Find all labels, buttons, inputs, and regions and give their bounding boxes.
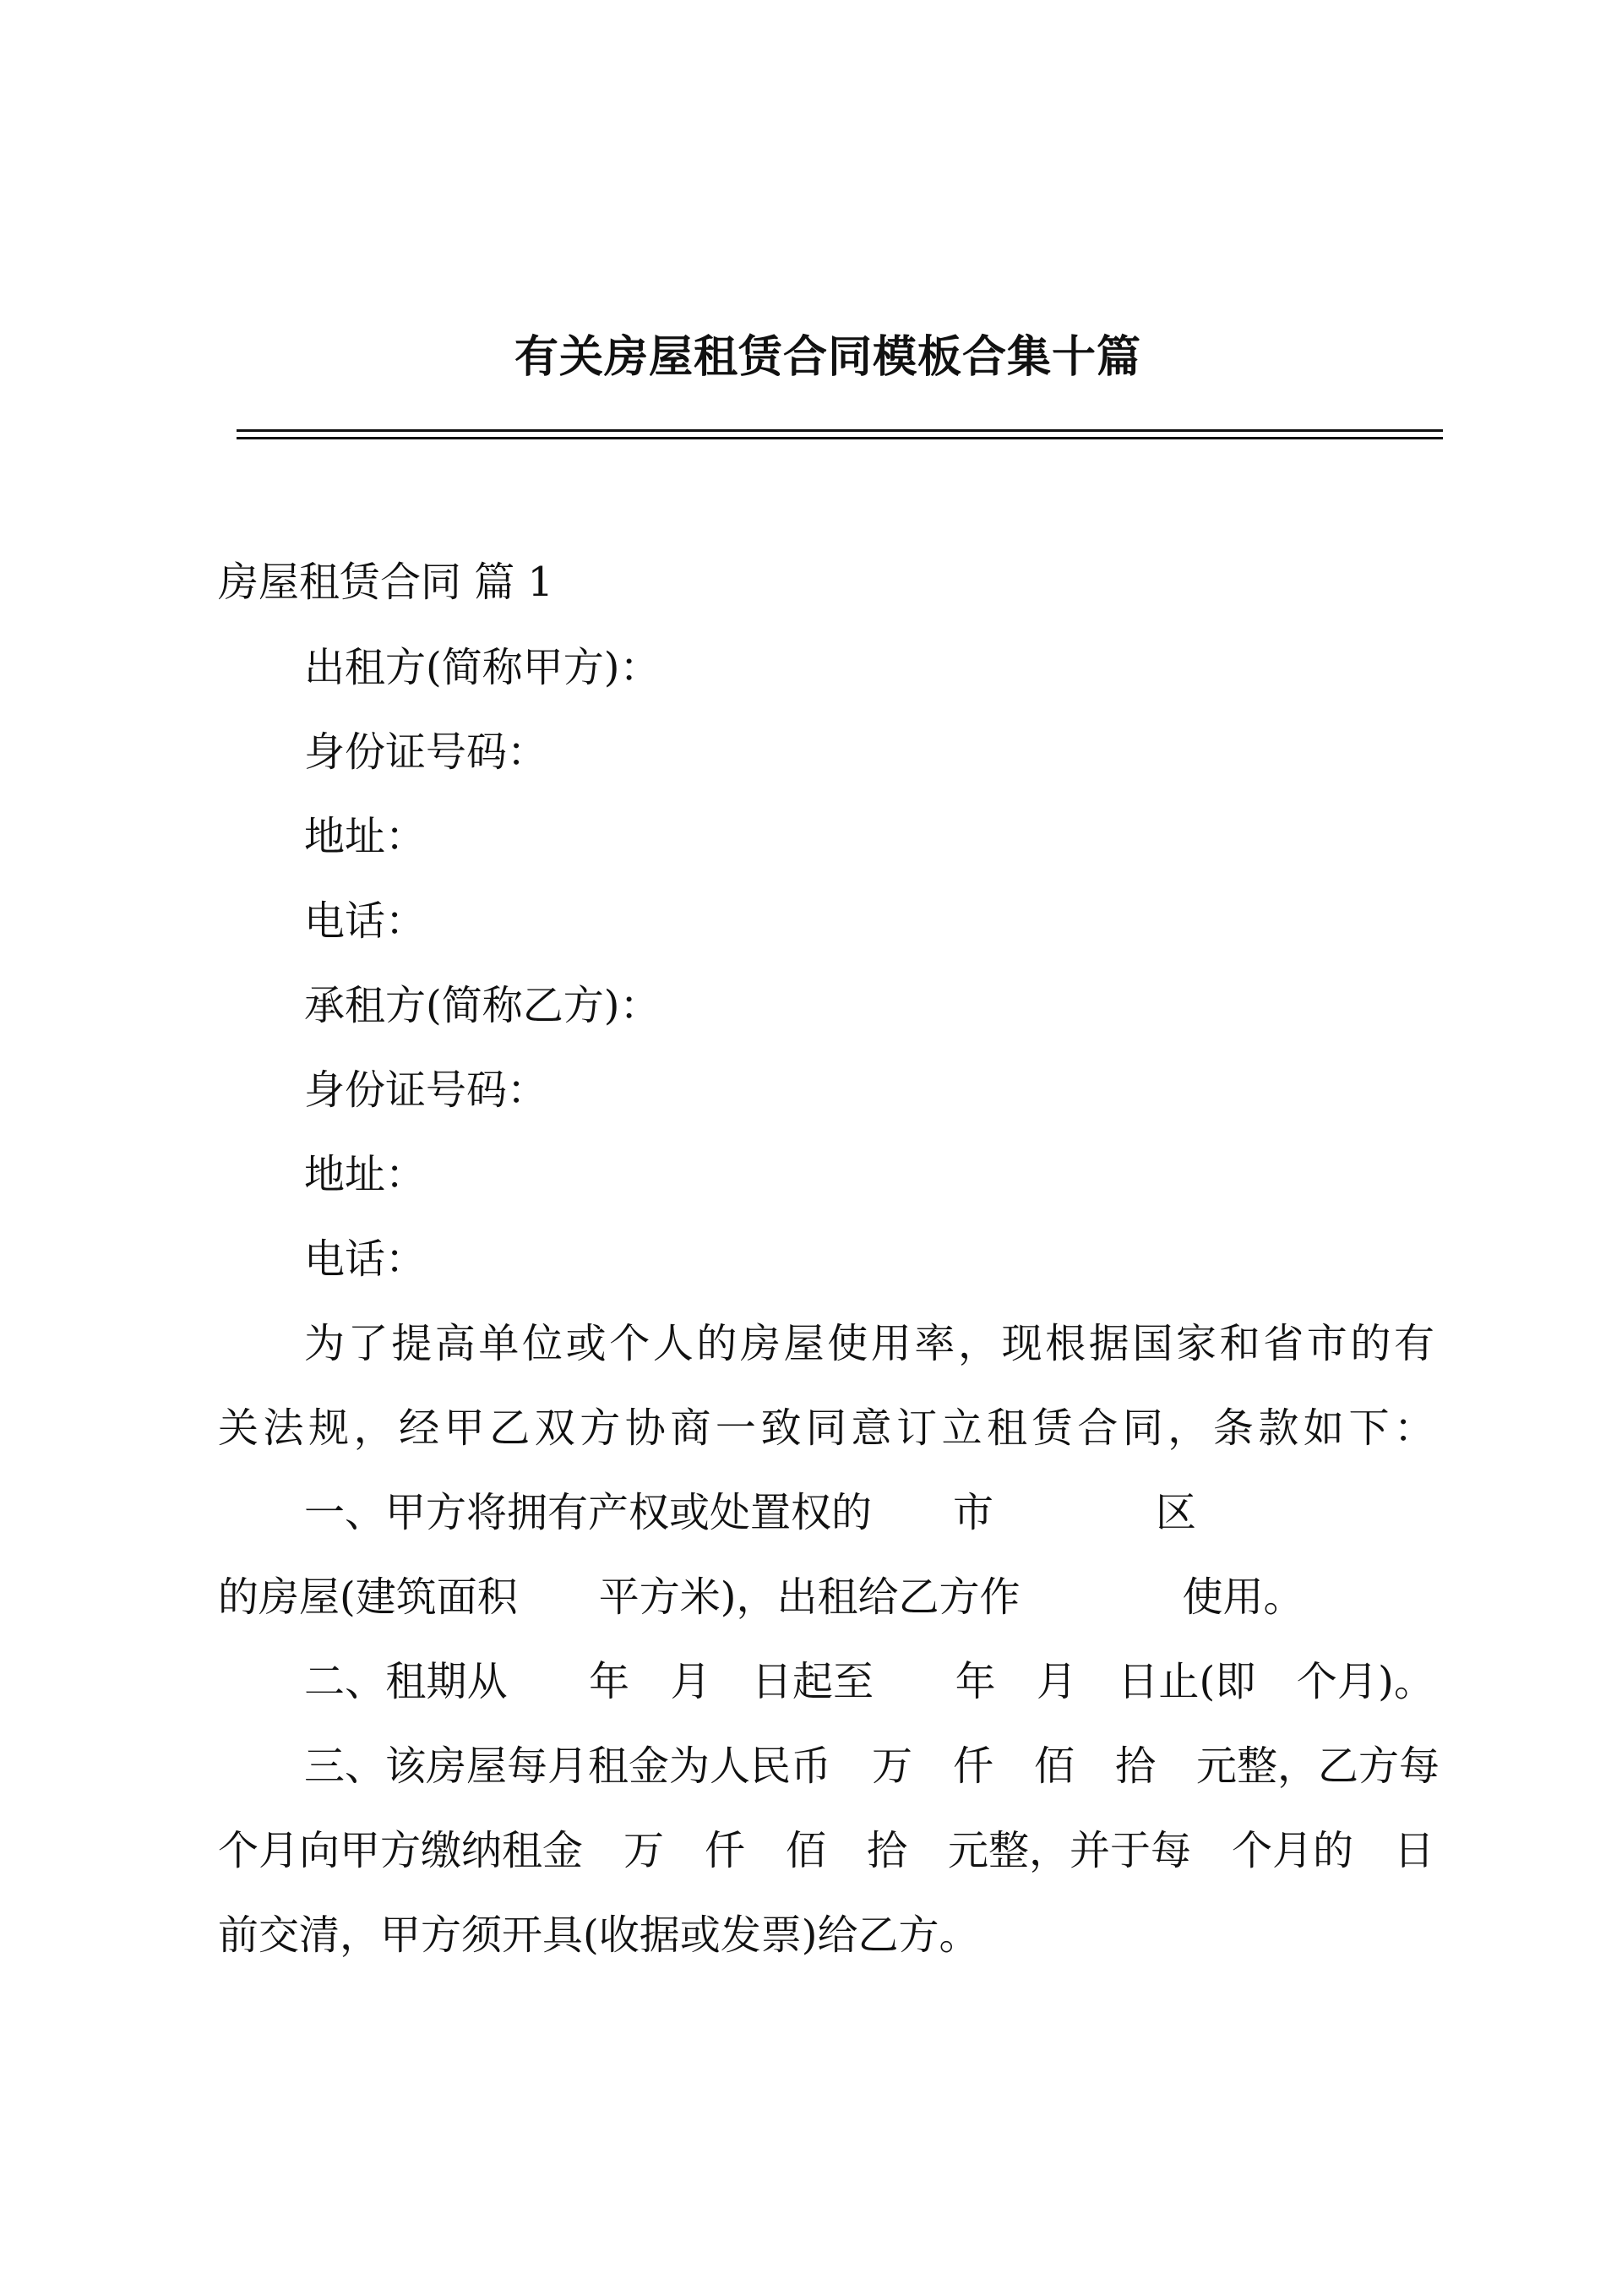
lessee-address-label: 地址：	[304, 1151, 427, 1198]
lessee-label: 承租方(简称乙方)：	[304, 982, 661, 1029]
clause-2-line-1: 二、租期从 年 月 日起至 年 月 日止(即 个月)。	[304, 1658, 1434, 1705]
lessor-address-label: 地址：	[304, 813, 427, 860]
title-rule-bottom	[237, 437, 1443, 439]
lessor-id-label: 身份证号码：	[304, 728, 548, 776]
clause-3-line-3: 前交清，甲方须开具(收据或发票)给乙方。	[218, 1912, 980, 1959]
document-title: 有关房屋租赁合同模板合集十篇	[514, 331, 1141, 383]
section-heading: 房屋租赁合同 篇 1	[218, 559, 554, 606]
lessor-phone-label: 电话：	[304, 897, 427, 945]
clause-3-line-1: 三、该房屋每月租金为人民币 万 仟 佰 拾 元整，乙方每	[304, 1742, 1440, 1790]
lessee-phone-label: 电话：	[304, 1235, 427, 1283]
title-rule-top	[237, 429, 1443, 432]
clause-3-line-2: 个月向甲方缴纳租金 万 仟 佰 拾 元整，并于每 个月的 日	[218, 1827, 1435, 1874]
lessor-label: 出租方(简称甲方)：	[304, 644, 661, 691]
clause-1-line-2: 的房屋(建筑面积 平方米)，出租给乙方作 使用。	[218, 1573, 1304, 1621]
preamble-line-2: 关法规，经甲乙双方协商一致同意订立租赁合同，条款如下：	[218, 1404, 1434, 1452]
clause-1-line-1: 一、甲方将拥有产权或处置权的 市 区	[304, 1489, 1197, 1536]
lessee-id-label: 身份证号码：	[304, 1066, 548, 1114]
preamble-line-1: 为了提高单位或个人的房屋使用率，现根据国家和省市的有	[304, 1320, 1434, 1367]
